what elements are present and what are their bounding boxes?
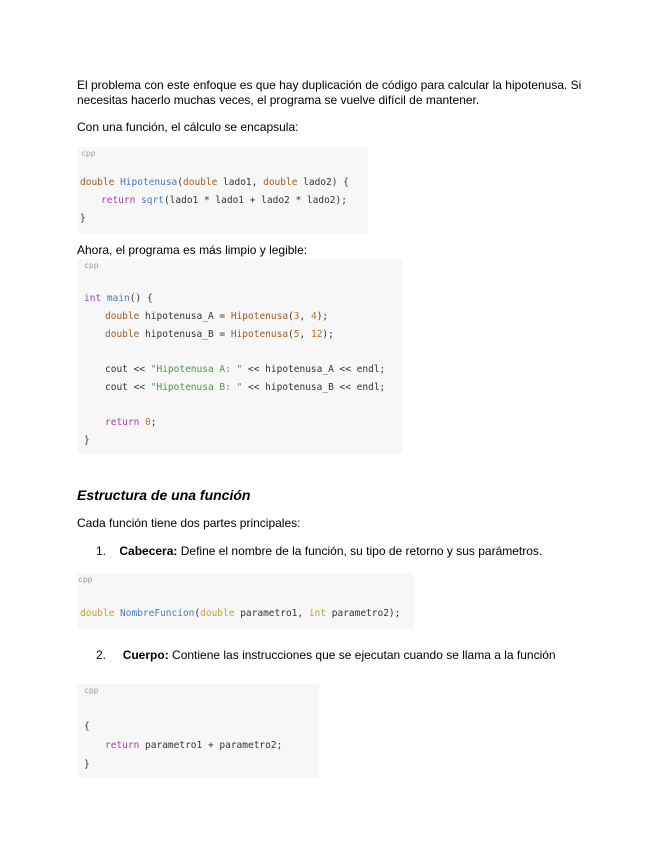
code-line: } [84, 435, 90, 446]
code-language-label: cpp [81, 149, 96, 158]
code-line: double hipotenusa_B = Hipotenusa(5, 12); [105, 329, 334, 340]
paragraph-encapsulation: Con una función, el cálculo se encapsula: [77, 120, 299, 134]
code-language-label: cpp [78, 575, 93, 584]
list-item-cuerpo [96, 648, 556, 663]
code-line: return parametro1 + parametro2; [105, 740, 283, 751]
code-line: } [84, 759, 90, 770]
code-line: double NombreFuncion(double parametro1, int parametro2); [80, 608, 401, 619]
code-line: cout << "Hipotenusa B: " << hipotenusa_B << endl; [105, 382, 386, 393]
paragraph-cleaner: Ahora, el programa es más limpio y legible: [77, 243, 308, 257]
list-label: Cuerpo: [122, 648, 169, 662]
paragraph-duplication: El problema con este enfoque es que hay duplicación de código para calcular la hipotenusa. Si necesitas hacerlo muchas veces, el programa se vuelve difícil de mantener. [77, 78, 582, 107]
code-block-header [77, 573, 414, 629]
section-title: Estructura de una función [77, 487, 251, 503]
code-block-main [77, 259, 403, 454]
list-text: Define el nombre de la función, su tipo de retorno y sus parámetros. [177, 544, 543, 558]
list-number: 2. [96, 648, 107, 662]
code-block-body [77, 684, 319, 777]
code-line: int main() { [84, 293, 153, 304]
code-line: } [80, 213, 86, 224]
code-line: return sqrt(lado1 * lado1 + lado2 * lado2); [101, 195, 347, 206]
code-language-label: cpp [84, 261, 99, 270]
code-line: double Hipotenusa(double lado1, double lado2) { [80, 177, 349, 188]
code-line: cout << "Hipotenusa A: " << hipotenusa_A << endl; [105, 364, 386, 375]
list-item-cabecera [96, 544, 542, 559]
code-line: double hipotenusa_A = Hipotenusa(3, 4); [105, 311, 329, 322]
code-line: { [84, 721, 90, 732]
paragraph-parts: Cada función tiene dos partes principales: [77, 516, 301, 530]
code-block-hipotenusa [77, 147, 368, 233]
list-label: Cabecera: [119, 544, 178, 558]
code-language-label: cpp [84, 686, 99, 695]
list-number: 1. [96, 544, 107, 558]
code-line: return 0; [105, 417, 157, 428]
list-text: Contiene las instrucciones que se ejecutan cuando se llama a la función [168, 648, 556, 662]
